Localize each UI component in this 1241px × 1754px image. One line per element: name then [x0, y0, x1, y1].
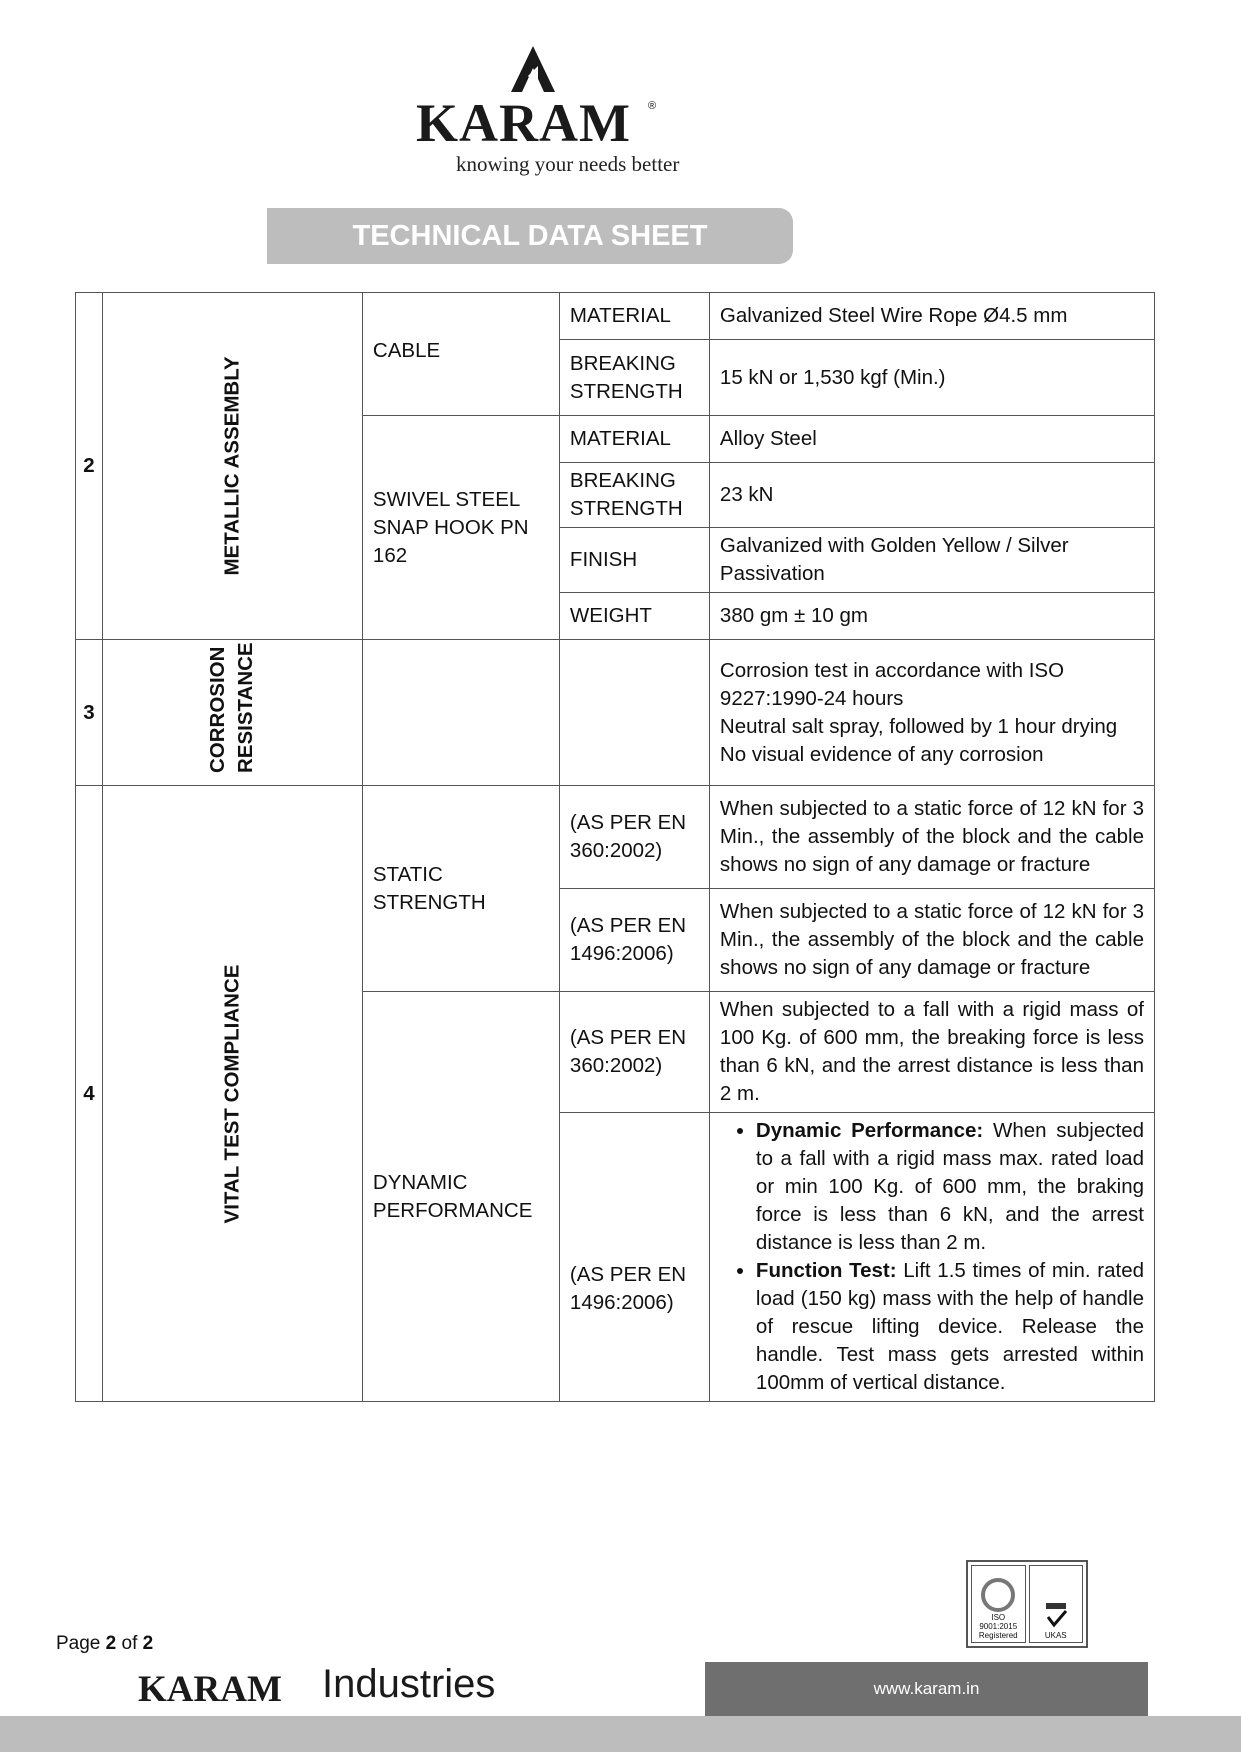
test-value	[709, 1113, 1154, 1402]
standard-label: (AS PER EN 1496:2006)	[559, 1113, 709, 1402]
corrosion-description: Corrosion test in accordance with ISO 9227:1990-24 hours Neutral salt spray, followed by 1 hour drying No visual evidence of any corrosion	[709, 640, 1154, 786]
list-item: • Function Test: Lift 1.5 times of min. rated load (150 kg) mass with the help of handle of rescue lifting device. Release the handle. Test mass gets arrested within 100mm of vertical distance.	[756, 1257, 1144, 1397]
footer-stripe	[0, 1716, 1241, 1752]
param-value: 23 kN	[709, 463, 1154, 528]
test-label: DYNAMIC PERFORMANCE	[362, 992, 559, 1402]
component-label: CABLE	[362, 293, 559, 416]
registered-mark: ®	[648, 100, 657, 112]
param-value: 15 kN or 1,530 kgf (Min.)	[709, 340, 1154, 416]
brand-name: KARAM	[416, 93, 631, 153]
table-row	[76, 640, 1155, 786]
standard-label: (AS PER EN 360:2002)	[559, 786, 709, 889]
spec-table	[75, 292, 1155, 1402]
footer-brand: KARAM	[138, 1669, 282, 1710]
param-label: MATERIAL	[559, 293, 709, 340]
param-label: MATERIAL	[559, 416, 709, 463]
karam-k-icon	[508, 46, 558, 92]
category-label: CORROSION RESISTANCE	[103, 640, 363, 786]
test-list	[720, 1117, 1144, 1397]
brand-logo	[400, 40, 700, 180]
table-row	[76, 293, 1155, 340]
param-label: WEIGHT	[559, 593, 709, 640]
row-number: 2	[76, 293, 103, 640]
table-row	[76, 786, 1155, 889]
test-value: When subjected to a fall with a rigid mass of 100 Kg. of 600 mm, the breaking force is less than 6 kN, and the arrest distance is less than 2 m.	[709, 992, 1154, 1113]
row-number: 3	[76, 640, 103, 786]
crown-check-icon	[1042, 1601, 1070, 1631]
param-value: 380 gm ± 10 gm	[709, 593, 1154, 640]
website-link[interactable]: www.karam.in	[705, 1662, 1148, 1716]
category-label: METALLIC ASSEMBLY	[103, 293, 363, 640]
test-value: When subjected to a static force of 12 kN for 3 Min., the assembly of the block and the cable shows no sign of any damage or fracture	[709, 786, 1154, 889]
document-title: TECHNICAL DATA SHEET	[267, 208, 793, 264]
test-label: STATIC STRENGTH	[362, 786, 559, 992]
brand-tagline: knowing your needs better	[456, 152, 680, 176]
footer-brand-suffix: Industries	[322, 1662, 496, 1706]
sgs-iso-badge: ISO 9001:2015 Registered	[971, 1565, 1026, 1643]
ukas-badge: UKAS	[1029, 1565, 1084, 1643]
empty-cell	[559, 640, 709, 786]
row-number: 4	[76, 786, 103, 1402]
component-label: SWIVEL STEEL SNAP HOOK PN 162	[362, 416, 559, 640]
standard-label: (AS PER EN 1496:2006)	[559, 889, 709, 992]
page-indicator: Page 2 of 2	[56, 1633, 154, 1654]
category-label: VITAL TEST COMPLIANCE	[103, 786, 363, 1402]
param-label: BREAKING STRENGTH	[559, 340, 709, 416]
param-value: Galvanized Steel Wire Rope Ø4.5 mm	[709, 293, 1154, 340]
empty-cell	[362, 640, 559, 786]
param-label: FINISH	[559, 528, 709, 593]
param-label: BREAKING STRENGTH	[559, 463, 709, 528]
param-value: Alloy Steel	[709, 416, 1154, 463]
list-item: • Dynamic Performance: When subjected to a fall with a rigid mass max. rated load or min 100 Kg. of 600 mm, the braking force is less than 6 kN, and the arrest distance is less than 2 m.	[756, 1117, 1144, 1257]
param-value: Galvanized with Golden Yellow / Silver Passivation	[709, 528, 1154, 593]
standard-label: (AS PER EN 360:2002)	[559, 992, 709, 1113]
certification-badge	[966, 1560, 1088, 1648]
test-value: When subjected to a static force of 12 kN for 3 Min., the assembly of the block and the cable shows no sign of any damage or fracture	[709, 889, 1154, 992]
sgs-seal-icon	[980, 1577, 1016, 1613]
